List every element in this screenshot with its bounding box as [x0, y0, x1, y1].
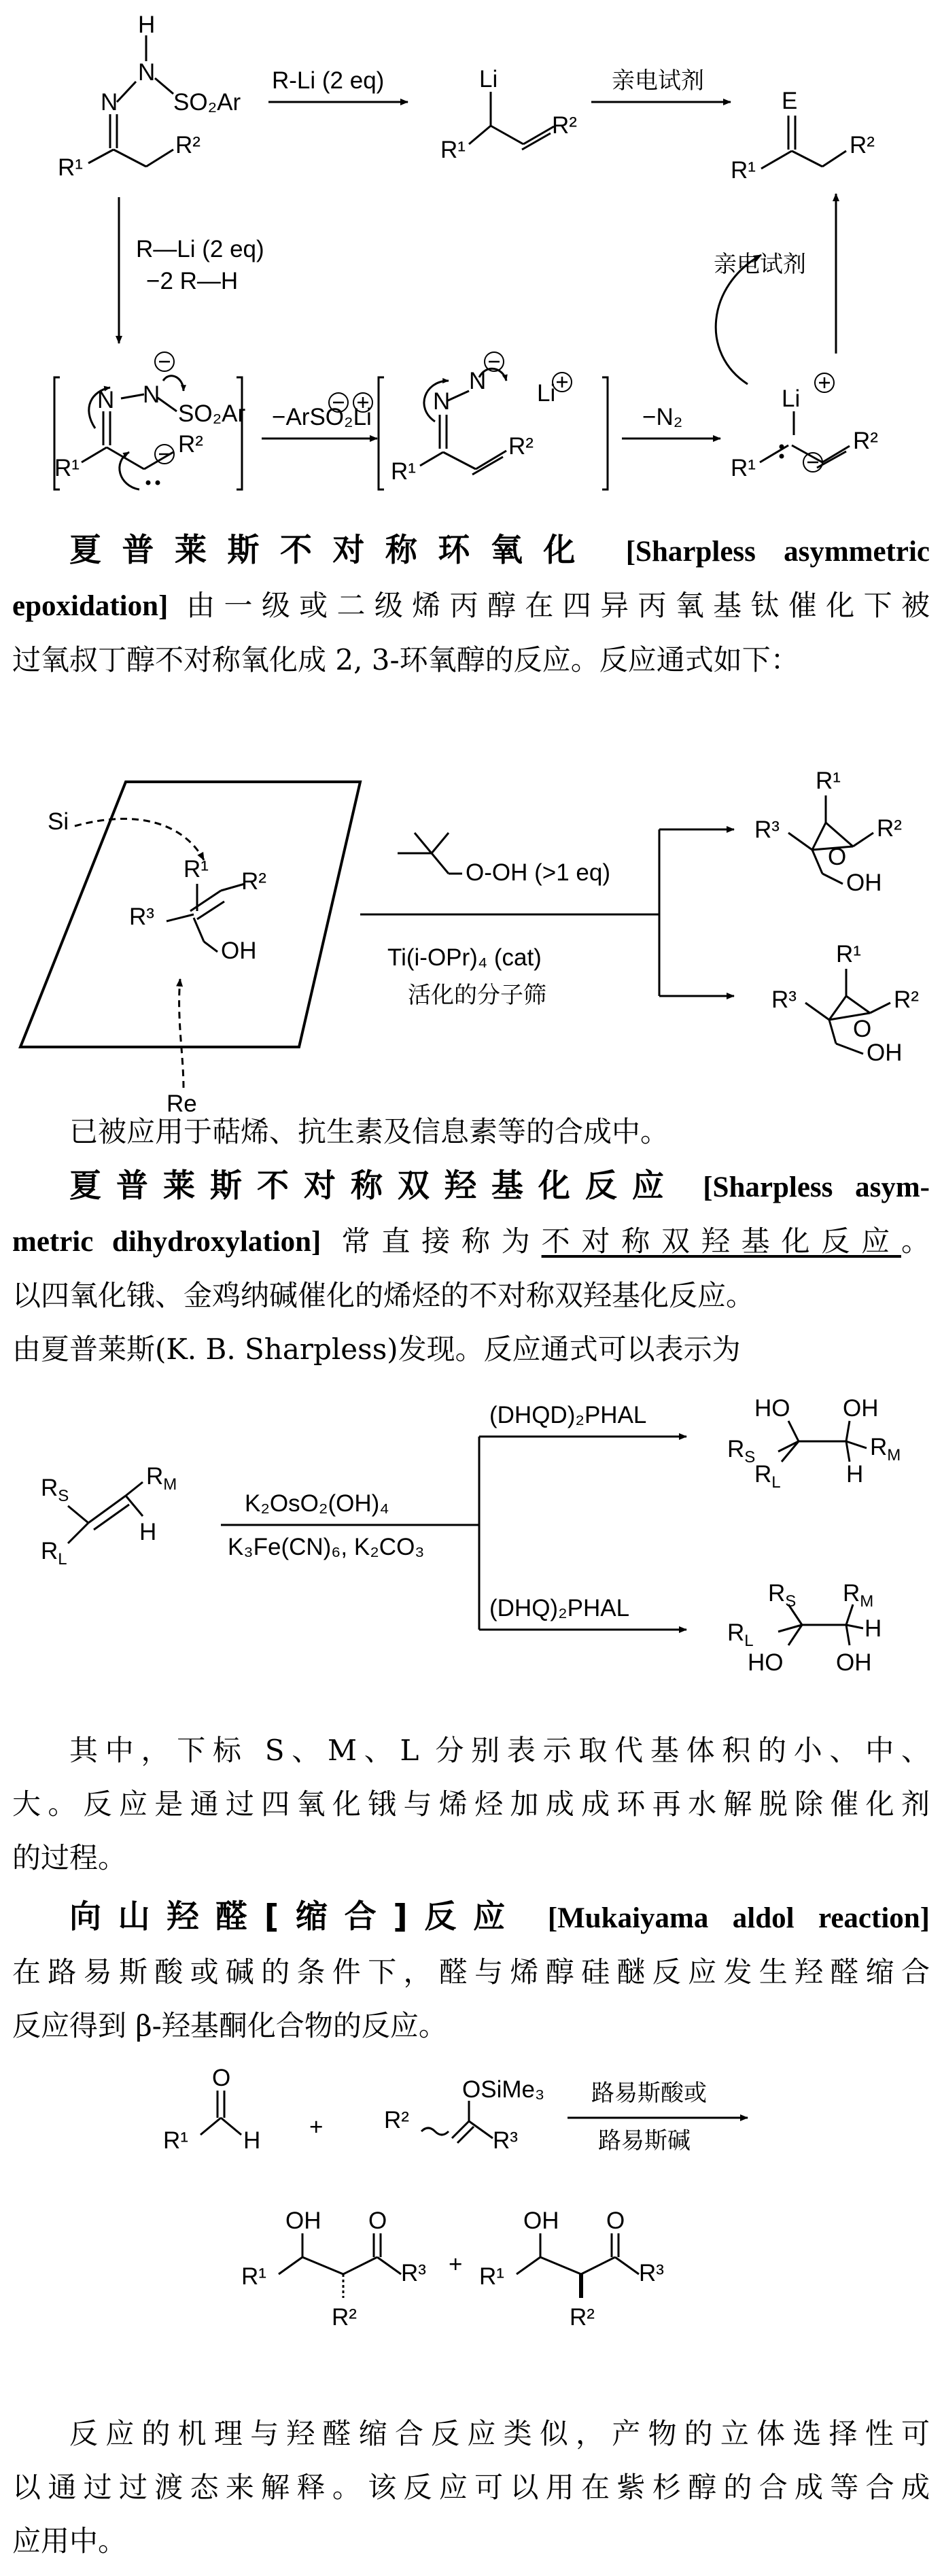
- applied-sentence: 已被应用于萜烯、抗生素及信息素等的合成中。: [69, 1115, 669, 1148]
- sm-r1: R¹: [58, 154, 83, 181]
- sub-r3: R³: [129, 904, 154, 930]
- p2-r2: R²: [570, 2304, 595, 2331]
- sub-rm: $R_M$: [146, 1463, 177, 1494]
- p2-o: O: [606, 2208, 625, 2234]
- diazo-r2: R²: [508, 433, 534, 460]
- side-electrophile: 亲电试剂: [714, 251, 806, 278]
- top-electrophile: 亲电试剂: [612, 67, 704, 95]
- p1-rs: $R_S$: [727, 1436, 756, 1466]
- ald-h: H: [243, 2127, 261, 2154]
- p1-ho: HO: [754, 1395, 790, 1422]
- p1-oh: OH: [285, 2208, 321, 2234]
- p1-oh: OH: [846, 870, 882, 896]
- carb-r1: R¹: [731, 455, 756, 481]
- p1-r1: R¹: [816, 768, 841, 794]
- term-title: 夏普莱斯不对称双羟基化反应: [69, 1167, 679, 1205]
- note-line-1: 反应的机理与羟醛缩合反应类似，产物的立体选择性可: [69, 2417, 930, 2450]
- vl-r1: R¹: [440, 137, 466, 163]
- sub-rl: $R_L$: [41, 1538, 67, 1568]
- down-reagent-2: −2 R—H: [146, 268, 239, 294]
- reagent-lewis-acid: 路易斯酸或: [591, 2080, 707, 2107]
- p1-rl: $R_L$: [754, 1461, 781, 1492]
- p1-o: O: [828, 844, 847, 870]
- reagent-ti: Ti(i-OPr)₄ (cat): [387, 944, 542, 971]
- term-english: [Sharpless asymmetric: [625, 536, 930, 568]
- reagent-top: K₂OsO₂(OH)₄: [245, 1490, 389, 1517]
- pr-r1: R¹: [731, 157, 756, 184]
- term-english-cont: metric dihydroxylation]: [12, 1226, 321, 1258]
- scheme-dihydroxylation: [0, 1377, 942, 1723]
- discovery-text: 由夏普莱斯(K. B. Sharpless)发现。反应通式可以表示为: [12, 1333, 741, 1366]
- mukaiyama-note: [12, 2407, 930, 2568]
- n2-loss: −N₂: [642, 404, 683, 430]
- reagent-tbuooh: O-OH (>1 eq): [466, 859, 610, 886]
- pr-r2: R²: [850, 132, 875, 158]
- note-line-1: 其中，下标 S、M、L 分别表示取代基体积的小、中、: [69, 1734, 930, 1767]
- pr-e: E: [782, 88, 798, 114]
- carb-li: Li: [782, 385, 801, 412]
- definition-text-cont: 反应得到 β-羟基酮化合物的反应。: [12, 2009, 447, 2042]
- term-title: 夏普莱斯不对称环氧化: [69, 532, 596, 569]
- note-line-3: 的过程。: [12, 1841, 127, 1874]
- p1-oh: OH: [843, 1395, 879, 1422]
- enol-r3: R³: [493, 2127, 518, 2154]
- enol-osime3: OSiMe₃: [462, 2076, 545, 2103]
- ligand-1: (DHQD)₂PHAL: [489, 1402, 647, 1428]
- term-english: [Mukaiyama aldol reaction]: [547, 1902, 930, 1934]
- p2-o: O: [853, 1016, 872, 1042]
- term-title: 向山羟醛[缩合]反应: [69, 1898, 522, 1936]
- dianion-r2: R²: [178, 431, 203, 458]
- dianion-so2ar: SO₂Ar: [178, 400, 246, 427]
- p2-r3: R³: [639, 2260, 664, 2286]
- ligand-2: (DHQ)₂PHAL: [489, 1595, 630, 1621]
- sub-h: H: [139, 1519, 157, 1545]
- p1-o: O: [368, 2208, 387, 2234]
- dianion-n1: N: [143, 381, 160, 408]
- sub-oh: OH: [221, 938, 257, 964]
- sub-r1: R¹: [184, 856, 209, 882]
- sm-r2: R²: [175, 132, 200, 158]
- term-english-cont: epoxidation]: [12, 590, 169, 622]
- diazo-li: Li: [537, 380, 556, 407]
- epox-applied-text: [12, 1105, 930, 1158]
- p2-oh: OH: [836, 1649, 872, 1676]
- section-sharpless-dihydroxylation: [12, 1159, 930, 1376]
- sm-n2: N: [101, 89, 118, 116]
- p1-rm: $R_M$: [870, 1434, 901, 1464]
- p2-oh: OH: [523, 2208, 559, 2234]
- reagent-lewis-base: 路易斯碱: [598, 2127, 691, 2154]
- ald-o: O: [212, 2065, 231, 2091]
- p1-r1: R¹: [241, 2263, 266, 2290]
- p2-r1: R¹: [479, 2263, 504, 2290]
- dianion-r1: R¹: [54, 455, 80, 481]
- section-sharpless-epoxidation: [12, 523, 930, 687]
- definition-text: 由一级或二级烯丙醇在四异丙氧基钛催化下被: [186, 589, 930, 622]
- note-line-2: 以通过过渡态来解释。该反应可以用在紫杉醇的合成等合成: [12, 2471, 930, 2504]
- p1-r3: R³: [754, 817, 780, 843]
- scheme-shapiro: [0, 0, 942, 523]
- down-reagent-1: R—Li (2 eq): [136, 236, 264, 262]
- p2-rm: $R_M$: [843, 1580, 874, 1611]
- reagent-bottom: K₃Fe(CN)₆, K₂CO₃: [228, 1534, 425, 1560]
- face-si: Si: [48, 808, 69, 835]
- section-mukaiyama-aldol: [12, 1890, 930, 2053]
- definition-text-cont: 以四氧化锇、金鸡纳碱催化的烯烃的不对称双羟基化反应。: [12, 1279, 755, 1312]
- term-english: [Sharpless asym-: [703, 1171, 930, 1203]
- vl-r2: R²: [552, 112, 577, 139]
- reagent-sieves: 活化的分子筛: [408, 982, 546, 1009]
- definition-text-cont: 过氧叔丁醇不对称氧化成 2, 3-环氧醇的反应。反应通式如下：: [12, 643, 799, 676]
- diazo-n2: N: [433, 388, 451, 415]
- p1-h: H: [846, 1461, 864, 1488]
- ald-r1: R¹: [163, 2127, 188, 2154]
- definition-text: 在路易斯酸或碱的条件下，醛与烯醇硅醚反应发生羟醛缩合: [12, 1955, 930, 1989]
- p1-r3: R³: [401, 2260, 426, 2286]
- top-reagent: R-Li (2 eq): [272, 67, 385, 94]
- definition-text: 常直接称为: [341, 1224, 542, 1258]
- p1-r2: R²: [332, 2304, 357, 2331]
- dihydroxylation-note: [12, 1723, 930, 1885]
- sm-so2ar: SO₂Ar: [173, 89, 241, 116]
- underlined-term: 不对称双羟基化反应: [541, 1224, 901, 1258]
- face-re: Re: [167, 1090, 197, 1117]
- p2-rs: $R_S$: [768, 1580, 797, 1611]
- p2-h: H: [865, 1615, 882, 1642]
- p2-r3: R³: [771, 986, 797, 1013]
- diazo-r1: R¹: [391, 458, 416, 485]
- p1-r2: R²: [877, 815, 902, 842]
- sm-h: H: [138, 12, 156, 38]
- scheme-epoxidation: [0, 687, 942, 1117]
- plus-2: +: [449, 2251, 463, 2278]
- vl-li: Li: [479, 66, 498, 92]
- note-line-2: 大。反应是通过四氧化锇与烯烃加成成环再水解脱除催化剂: [12, 1787, 930, 1821]
- p2-r1: R¹: [836, 941, 861, 967]
- p2-r2: R²: [894, 986, 919, 1013]
- sub-rs: $R_S$: [41, 1475, 69, 1505]
- sm-n1: N: [138, 59, 156, 86]
- p2-oh: OH: [867, 1040, 903, 1066]
- scheme-mukaiyama: [0, 2053, 942, 2407]
- p2-ho: HO: [748, 1649, 784, 1676]
- carb-r2: R²: [853, 428, 878, 454]
- elim-reagent: −ArSO₂Li: [272, 404, 372, 430]
- dianion-n2: N: [97, 387, 115, 413]
- definition-period: 。: [901, 1224, 930, 1258]
- p2-rl: $R_L$: [727, 1619, 754, 1650]
- plus-1: +: [309, 2114, 324, 2140]
- note-line-3: 应用中。: [12, 2524, 127, 2558]
- enol-r2: R²: [384, 2107, 409, 2133]
- sub-r2: R²: [241, 868, 266, 895]
- diazo-n1: N: [469, 368, 487, 394]
